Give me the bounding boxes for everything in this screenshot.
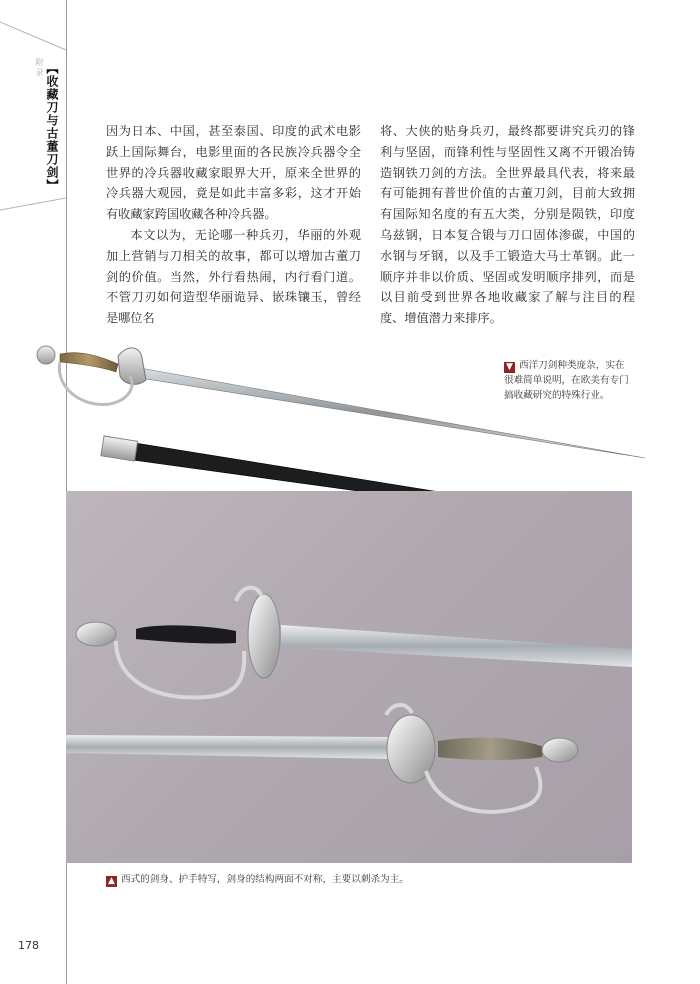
paragraph: 因为日本、中国，甚至泰国、印度的武术电影跃上国际舞台，电影里面的各民族冷兵器令全世界的冷兵器收藏家眼界大开，原来全世界的冷兵器大观园，竟是如此丰富多彩，这才开始有收藏家跨国收藏各种冷兵器。 (106, 124, 361, 222)
arrow-down-icon: ▼ (504, 362, 515, 373)
page-number: 178 (18, 939, 39, 952)
paragraph: 将、大侠的贴身兵刃，最终都要讲究兵刃的锋利与坚固，而锋利性与坚固性又离不开锻冶铸造钢铁刀剑的方法。全世界最具代表，将来最有可能拥有普世价值的古董刀剑，目前大致拥有国际知名度的有五大类，分别是陨铁，印度乌兹钢，日本复合锻与刀口固体渗碳，中国的水钢与牙钢，以及手工锻造大马士革钢。此一顺序并非以价质、坚固或发明顺序排列，而是以目前受到世界各地收藏家了解与注目的程度、增值潜力来排序。 (380, 124, 635, 326)
caption-bottom (106, 873, 409, 887)
article-column-left (106, 121, 361, 329)
hilt-closeup-photo (66, 491, 632, 863)
arrow-up-icon: ▲ (106, 876, 117, 887)
caption-top-text: 西洋刀剑种类庞杂，实在很难简单说明，在欧美有专门搞收藏研究的特殊行业。 (504, 360, 629, 401)
article-column-right (380, 121, 635, 329)
section-label: 附录 (35, 58, 44, 78)
caption-top (504, 358, 632, 403)
paragraph: 本文以为，无论哪一种兵刃，华丽的外观加上营销与刀相关的故事，都可以增加古董刀剑的价值。当然，外行看热闹，内行看门道。不管刀刃如何造型华丽诡异、嵌珠镶玉，曾经是哪位名 (106, 227, 361, 326)
caption-bottom-text: 西式的剑身、护手特写，剑身的结构两面不对称，主要以刺杀为主。 (121, 874, 409, 885)
corner-decoration (0, 0, 80, 220)
chapter-title: 【收藏刀与古董刀剑】 (45, 62, 59, 192)
